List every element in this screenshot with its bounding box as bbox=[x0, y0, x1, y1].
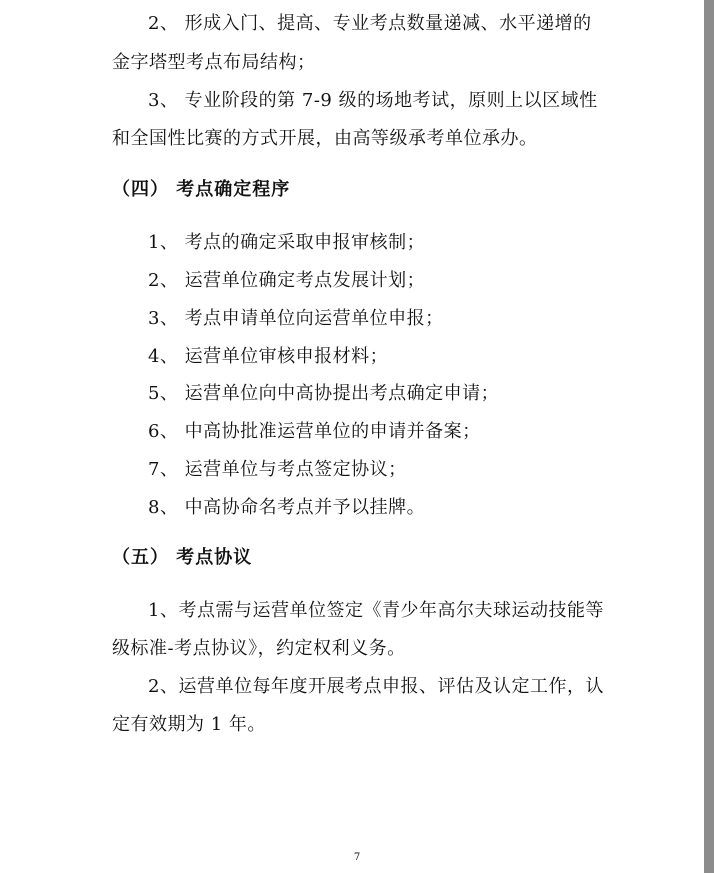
section4-list-item: 2、 运营单位确定考点发展计划； bbox=[148, 270, 426, 291]
section4-list-item: 6、 中高协批准运营单位的申请并备案； bbox=[148, 421, 481, 442]
section3-item3-line1: 3、 专业阶段的第 7-9 级的场地考试，原则上以区域性 bbox=[148, 90, 598, 111]
section5-item1-line1: 1、考点需与运营单位签定《青少年高尔夫球运动技能等 bbox=[148, 600, 604, 621]
section4-list-item: 3、 考点申请单位向运营单位申报； bbox=[148, 308, 444, 329]
page-number: 7 bbox=[353, 852, 361, 863]
section4-list-item: 5、 运营单位向中高协提出考点确定申请； bbox=[148, 383, 500, 404]
section4-list-item: 1、 考点的确定采取申报审核制； bbox=[148, 232, 426, 253]
page-edge-border bbox=[704, 0, 714, 873]
section4-list-item: 4、 运营单位审核申报材料； bbox=[148, 346, 389, 367]
section5-item1-line2: 级标准-考点协议》，约定权利义务。 bbox=[112, 638, 406, 659]
section3-item2-line1: 2、 形成入门、提高、专业考点数量递减、水平递增的 bbox=[148, 13, 592, 34]
section5-heading: （五） 考点协议 bbox=[112, 547, 253, 568]
section3-item3-line2: 和全国性比赛的方式开展，由高等级承考单位承办。 bbox=[112, 128, 538, 149]
section3-item2-line2: 金字塔型考点布局结构； bbox=[112, 52, 316, 73]
section4-heading: （四） 考点确定程序 bbox=[112, 179, 291, 200]
section5-item2-line2: 定有效期为 1 年。 bbox=[112, 714, 266, 735]
section4-list-item: 7、 运营单位与考点签定协议； bbox=[148, 459, 407, 480]
section4-list-item: 8、 中高协命名考点并予以挂牌。 bbox=[148, 497, 426, 518]
section5-item2-line1: 2、运营单位每年度开展考点申报、评估及认定工作，认 bbox=[148, 676, 604, 697]
